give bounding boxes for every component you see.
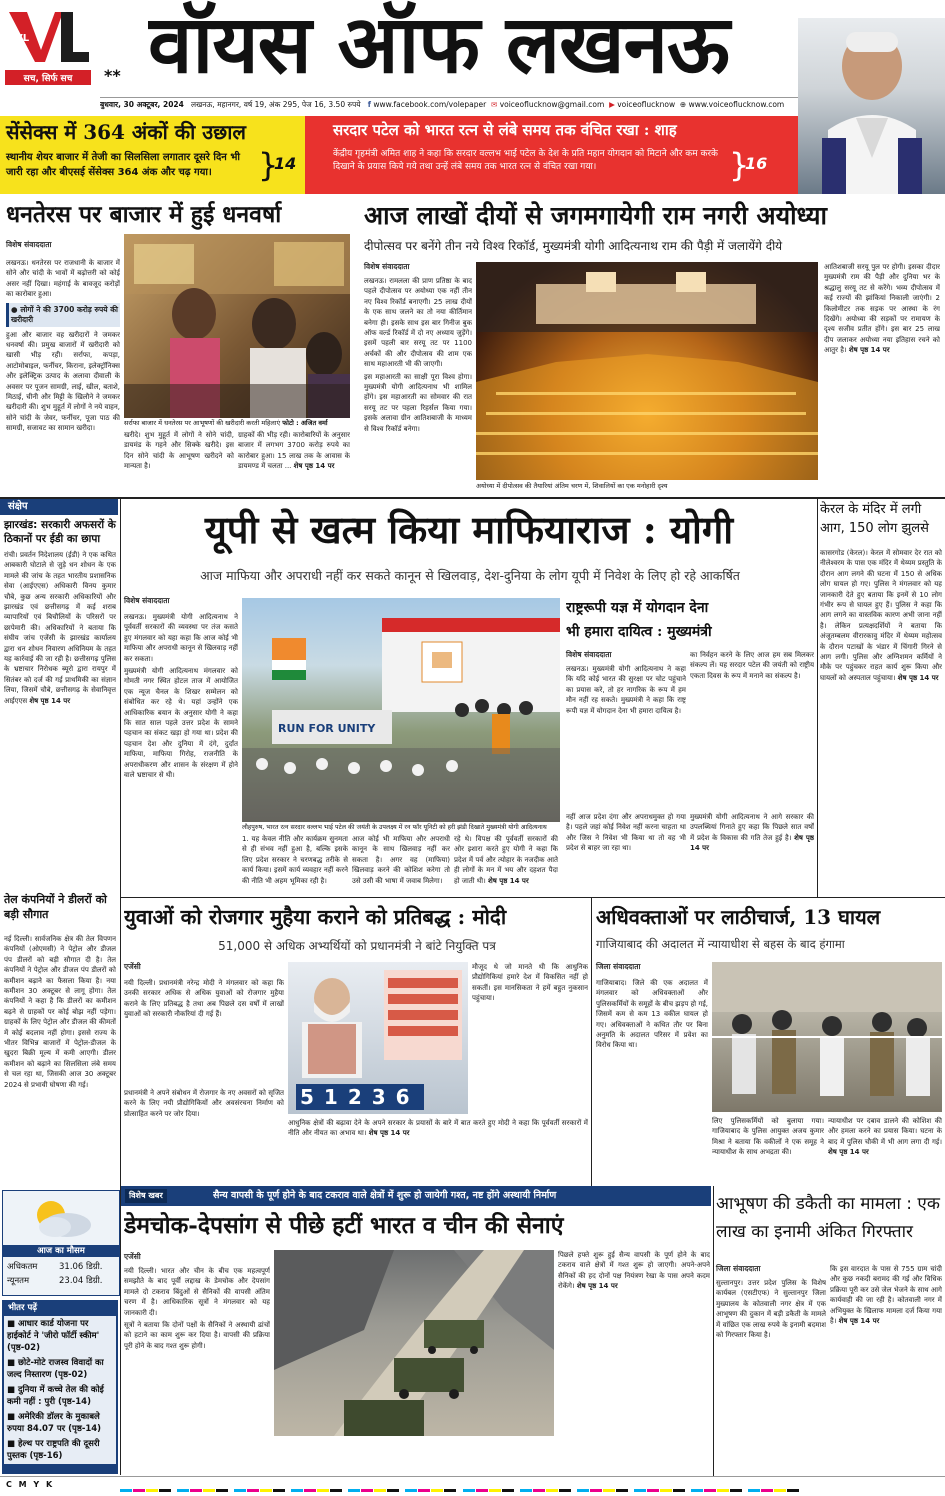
weather-label: आज का मौसम <box>3 1245 119 1257</box>
modi-number-display <box>296 1084 424 1110</box>
ayodhya-continued-link[interactable]: शेष पृष्ठ 14 पर <box>848 346 890 355</box>
weather-icon <box>25 1195 95 1245</box>
yogi-caption: लौहपुरुष, भारत रत्न सरदार वल्लभ भाई पटेल की जयंती के उपलक्ष्य में रन फॉर यूनिटी को हरी झंडी दिखाते मुख्यमंत्री योगी आदित्यनाथ <box>242 824 547 831</box>
lathicharge-col3 <box>828 1116 942 1182</box>
ayodhya-body3: आतिशबाजी सरयू पुल पर होगी। इसका दीदार मुख्यमंत्री राम की पैड़ी और दुनिया भर के श्रद्धालु सरयू तट से करेंगे। भव्य दीपोत्सव में कई राज्यों की झांकियां निकाली जाएंगी। 2 किलोमीटर तक सड़क पर आस्था के रंग दिखेंगे। अयोध्या की सड़कों पर रामायण के दृश्य सजीव प्रतीत होंगे। इस बार 25 लाख दीप जलाकर अयोध्या नया इतिहास रचने को आतुर है। <box>824 263 940 355</box>
lathicharge-continued-link[interactable]: शेष पृष्ठ 14 पर <box>828 1148 869 1157</box>
dateline: बुधवार, 30 अक्टूबर, 2024 <box>100 100 184 109</box>
square-bullet-icon: ■ <box>7 1439 16 1449</box>
square-bullet-icon: ■ <box>7 1412 16 1422</box>
inside-item-1-text: आधार कार्ड योजना पर हाईकोर्ट ने 'जीरो फॉर्टी स्कीम' (पृष्ठ-02) <box>7 1319 100 1353</box>
dhanteras-photo <box>124 234 350 418</box>
yogi-body3: 1. यह केवल नीति और कार्यक्रम सुनमता से ही संभव नहीं हुआ है, बल्कि इसके लिए प्रदेश सरकार ने चरणबद्ध तरीके से कार्य किया। इसमें कार्य व्यवहार नहीं करने की नीति भी अहम भूमिका रही है। <box>242 835 348 885</box>
sankshep-item2-body: नई दिल्ली। सार्वजनिक क्षेत्र की तेल विपणन कंपनियों (ओएमसी) ने पेट्रोल और डीजल पंप डीलरों को बड़ी सौगात दी है। तेल कंपनियों ने पेट्रोल और डीजल पंप डीलरों को कमीशन बढ़ाने का फैसला किया है। नया कमीशन 30 अक्टूबर से लागू होगा। तेल कंपनियों ने कहा है कि डीलरों का कमीशन बढ़ने से ग्राहकों पर कोई बोझ नहीं पड़ेगा। ग्राहकों के लिए पेट्रोल और डीजल की कीमतों में कोई बदलाव नहीं होगा। इससे राज्य के भीतर विभिन्न बाजारों में पेट्रोल-डीजल के खुदरा बिक्री मूल्य में कमी आएगी। डीलर कमीशन को बढ़ाने का सिलसिला लंबे समय से चल रहा था, जिसकी आज 30 अक्टूबर 2024 से प्रभावी घोषणा की गई। <box>4 935 116 1089</box>
yogi-photo-banner-text: RUN FOR UNITY <box>278 722 376 735</box>
ayodhya-col3 <box>824 262 940 494</box>
youtube-icon: ▶ <box>609 100 615 109</box>
inside-item-4-text: अमेरिकी डॉलर के मुकाबले रुपया 84.07 पर (पृष्ठ-14) <box>7 1412 102 1434</box>
ayodhya-body1: लखनऊ। रामलला की प्राण प्रतिष्ठा के बाद पहले दीपोत्सव पर अयोध्या एक नहीं तीन नए विश्व रिकॉर्ड बनाएगी। 25 लाख दीयों के एक साथ जलने का तो नया कीर्तिमान बनेगा ही। इसके साथ इस बार गिनीज बुक ऑफ वर्ल्ड रिकॉर्ड में दो नए अध्याय जुड़ेंगे। इसमें पहली बार सरयू तट पर 1100 अर्चकों की और दीपोत्सव की शाम एक साथ महाआरती भी की जाएगी। <box>364 277 472 369</box>
kerala-divider <box>817 499 818 897</box>
demchok-divider <box>713 1186 714 1476</box>
lathicharge-photo <box>712 962 942 1112</box>
lathicharge-body1: गाजियाबाद। जिले की एक अदालत में मंगलवार को अधिवक्ताओं और पुलिसकर्मियों के समूहों के बीच झड़प हो गई, जिसमें कम से कम 13 वकील घायल हो गए। अधिवक्ताओं ने कथित तौर पर बिना अनुमति के अदालत परिसर में प्रवेश का विरोध किया था। <box>596 979 708 1050</box>
dhanteras-caption-text: सर्राफा बाजार में धनतेरस पर आभूषणों की खरीदारी करती महिलाएं <box>124 419 281 427</box>
ayodhya-subhead: दीपोत्सव पर बनेंगे तीन नये विश्व रिकॉर्ड, मुख्यमंत्री योगी आदित्यनाथ राम की पैड़ी में जलायेंगे दीये <box>364 239 783 253</box>
square-bullet-icon: ■ <box>7 1385 16 1395</box>
facebook-icon: f <box>367 100 371 109</box>
inside-item-3[interactable] <box>7 1384 113 1408</box>
ayodhya-body2: इस महाआरती का साक्षी पूरा विश्व होगा। मुख्यमंत्री योगी आदित्यनाथ भी शामिल होंगे। इस महाआरती का सोमवार की रात सरयू तट पर पहला रिहर्सल किया गया। इसके अलावा ग्रीन आतिशबाजी के माध्यम से विश्व रिकॉर्ड बनेगा। <box>364 372 472 433</box>
logo-text: VL <box>15 33 30 44</box>
kerala-continued-link[interactable]: शेष पृष्ठ 14 पर <box>897 673 939 682</box>
sankshep-label: संक्षेप <box>0 499 118 515</box>
ayodhya-photo <box>476 262 818 480</box>
amit-shah-photo <box>798 18 945 194</box>
square-bullet-icon: ■ <box>7 1319 16 1329</box>
modi-col4 <box>288 1118 588 1182</box>
ayodhya-caption: अयोध्या में दीपोत्सव की तैयारियां अंतिम चरण में, शिवालियों का एक मनोहारी दृश्य <box>476 482 668 490</box>
number-display-digits: 51236 <box>296 1084 424 1110</box>
weather-max-label: अधिकतम <box>7 1262 38 1272</box>
masthead-stars: ** <box>104 66 121 85</box>
rashtra-col4 <box>690 812 814 896</box>
modi-headline: युवाओं को रोजगार मुहैया कराने को प्रतिबद्ध : मोदी <box>124 905 507 929</box>
weather-min-label: न्यूनतम <box>7 1276 30 1286</box>
demchok-continued-link[interactable]: शेष पृष्ठ 14 पर <box>576 1282 618 1291</box>
jewel-continued-link[interactable]: शेष पृष्ठ 14 पर <box>838 1317 880 1326</box>
dhanteras-headline: धनतेरस पर बाजार में हुई धनवर्षा <box>6 201 282 228</box>
demchok-headline: डेमचोक-देपसांग से पीछे हटीं भारत व चीन की सेनाएं <box>124 1212 564 1239</box>
masthead-info-bar <box>100 97 810 112</box>
weather-min-row <box>7 1275 102 1287</box>
sidebar-divider <box>120 499 121 1475</box>
dhanteras-highlight <box>6 303 120 327</box>
rashtra-byline: विशेष संवाददाता <box>566 650 612 659</box>
inside-item-5[interactable] <box>7 1438 113 1462</box>
lathicharge-subhead: गाजियाबाद की अदालत में न्यायाधीश से बहस के बाद हंगामा <box>596 937 845 951</box>
banner-right <box>305 116 798 194</box>
youtube-link[interactable]: voiceoflucknow <box>617 100 676 109</box>
ayodhya-col1 <box>364 276 472 494</box>
dhanteras-body3: खरीदे। शुभ मुहूर्त में लोगों ने सोने चांदी, डायमंड के गहने और सिक्के खरीदे। इस दिन सोने चांदी के आभूषण खरीदने को मान्यता है। <box>124 431 234 471</box>
dhanteras-photo-credit: फोटो : अजित वर्मा <box>282 419 328 427</box>
demchok-col3 <box>558 1250 710 1474</box>
demchok-col2 <box>274 1440 554 1474</box>
jewel-body1: सुल्तानपुर। उत्तर प्रदेश पुलिस के विशेष कार्यबल (एसटीएफ) ने सुल्तानपुर जिला मुख्यालय के कोतवाली नगर क्षेत्र में एक आभूषण की दुकान में बड़ी डकैती के मामले में वांछित एक लाख रुपये के इनामी बदमाश को गिरफ्तार किया है। <box>716 1279 826 1340</box>
modi-continued-link[interactable]: शेष पृष्ठ 14 पर <box>368 1129 410 1138</box>
inside-label: भीतर पढ़ें <box>8 1303 38 1313</box>
lathicharge-col2 <box>712 1116 824 1182</box>
inside-item-2-text: छोटे-मोटे राजस्व विवादों का जल्द निस्तारण (पृष्ठ-02) <box>7 1358 104 1380</box>
yogi-col4 <box>454 834 558 896</box>
rashtra-headline-line2: भी हमारा दायित्व : मुख्यमंत्री <box>566 624 712 640</box>
yogi-col1 <box>124 612 238 856</box>
rashtra-col1 <box>566 664 686 808</box>
yogi-body5: रहे थे। विपक्ष की पूर्ववर्ती सरकारों की ओर इशारा करते हुए योगी ने कहा कि प्रदेश में पर्व और त्योहार के नजदीक आते ही लोगों के मन में भय और दहशत पैदा हो जाती थी। <box>454 835 558 885</box>
sankshep-item1-headline: झारखंड: सरकारी अफसरों के ठिकानों पर ईडी का छापा <box>4 519 116 545</box>
inside-item-3-text: दुनिया में कच्चे तेल की कोई कमी नहीं : पुरी (पृष्ठ-14) <box>7 1385 104 1407</box>
modi-photo <box>288 962 468 1114</box>
dhanteras-byline: विशेष संवाददाता <box>6 240 52 249</box>
banner-right-brace: } <box>729 146 750 184</box>
ayodhya-headline: आज लाखों दीयों से जगमगायेगी राम नगरी अयोध्या <box>364 201 827 230</box>
banner-right-text: केंद्रीय गृहमंत्री अमित शाह ने कहा कि सरदार वल्लभ भाई पटेल के देश के प्रति महान योगदान को मिटाने और कम करके दिखाने के प्रयास किये गये तथा उन्हें लंबे समय तक भारत रत्न से वंचित रखा गया। <box>333 149 718 172</box>
highlight-bullet-icon: ● <box>11 304 18 314</box>
lathicharge-byline: जिला संवाददाता <box>596 962 641 971</box>
ayodhya-byline: विशेष संवाददाता <box>364 262 410 271</box>
weather-max-row <box>7 1261 102 1273</box>
banner-left-page-ref[interactable]: 14 <box>274 154 297 173</box>
rashtra-headline-line1: राष्ट्ररूपी यज्ञ में योगदान देना <box>566 600 709 616</box>
inside-item-1[interactable] <box>7 1318 113 1354</box>
globe-icon: ⊕ <box>679 100 687 109</box>
logo <box>5 6 91 84</box>
rashtra-body4: मुख्यमंत्री योगी आदित्यनाथ ने आगे सरकार की उपलब्धियां गिनाते हुए कहा कि पिछले सात वर्षों में प्रदेश के विकास की गति तेज हुई है। <box>690 813 814 842</box>
jewel-byline: जिला संवाददाता <box>716 1264 761 1273</box>
logo-tagline: सच, सिर्फ सच <box>5 70 91 85</box>
cmyk-label: C M Y K <box>6 1480 55 1489</box>
strip-label: विशेष खबर <box>125 1189 167 1203</box>
yogi-subhead: आज माफिया और अपराधी नहीं कर सकते कानून से खिलवाड़, देश-दुनिया के लोग यूपी में निवेश के लिए हो रहे आकर्षित <box>200 568 740 583</box>
dhanteras-body4: ग्राहकों की भीड़ रही। कारोबारियों के अनुसार बाजार में लगभग 3700 करोड़ रुपये का कारोबार हुआ। 15 लाख तक के आवास के डायमण्ड में चलता ... <box>238 431 350 471</box>
weather-box <box>2 1190 120 1296</box>
banner-left-text: स्थानीय शेयर बाजार में तेजी का सिलसिला लगातार दूसरे दिन भी जारी रहा और बीएसई सेंसेक्स 364 अंक और चढ़ गया। <box>6 152 240 178</box>
jewel-col2 <box>830 1264 942 1474</box>
price: 3.50 रुपये <box>328 100 361 109</box>
banner-right-page-ref[interactable]: 16 <box>745 154 768 173</box>
sankshep-item1-body-col <box>4 550 116 880</box>
sankshep-item1-body: रांची। प्रवर्तन निदेशालय (ईडी) ने एक कथित आबकारी घोटाले से जुड़े धन शोधन के एक मामले की जांच के तहत भारतीय प्रशासनिक सेवा (आईएएस) अधिकारी विनय कुमार चौबे, कुछ अन्य सरकारी अधिकारियों और झारखंड एवं छत्तीसगढ़ में कई शराब व्यापारियों एवं बिचौलियों के परिसरों पर छापेमारी की। अधिकारियों ने बताया कि संघीय जांच एजेंसी के झारखंड कार्यालय द्वारा धन शोधन निवारण अधिनियम के तहत यह कार्रवाई की जा रही है। छत्तीसगढ़ पुलिस के भ्रष्टाचार निरोधक ब्यूरो द्वारा रायपुर में सितंबर को दर्ज की गई प्राथमिकी का संज्ञान लिया, जिसमें चौबे, छत्तीसगढ़ के सेवानिवृत्त आईएएस <box>4 551 116 705</box>
masthead <box>0 0 945 116</box>
yogi-headline: यूपी से खत्म किया माफियाराज : योगी <box>204 507 734 552</box>
inside-item-2[interactable] <box>7 1357 113 1381</box>
jewel-body2: कि इस वारदात के पास से 755 ग्राम चांदी और कुछ नकदी बरामद की गई और विधिक प्रक्रिया पूरी कर उसे जेल भेजने के साथ आगे कार्यवाही की जा रही है। कोतवाली नगर में अभियुक्त के खिलाफ मामला दर्ज किया गया है। <box>830 1265 942 1326</box>
inside-item-5-text: हेल्थ पर राष्ट्रपति की दूसरी पुस्तक (पृष्ठ-16) <box>7 1439 100 1461</box>
banner-left <box>0 116 305 194</box>
rashtra-body2: का निर्वहन करने के लिए आज हम सब मिलकर संकल्प लें। यह सरदार पटेल की जयंती को राष्ट्रीय एकता दिवस के रूप में मनाने का संकल्प है। <box>690 651 814 680</box>
kerala-headline: केरल के मंदिर में लगी आग, 150 लोग झुलसे <box>820 502 929 536</box>
special-news-strip <box>121 1186 711 1206</box>
strip-text: सैन्य वापसी के पूर्ण होने के बाद टकराव वाले क्षेत्रों में शुरू हो जायेगी गश्त, नष्ट होंगे अस्थायी निर्माण <box>213 1190 557 1201</box>
rashtra-col2 <box>690 650 814 808</box>
dhanteras-caption <box>124 419 350 428</box>
weather-max-value: 31.06 डिग्री. <box>59 1262 103 1272</box>
modi-byline: एजेंसी <box>124 962 141 971</box>
modi-body2: प्रधानमंत्री ने अपने संबोधन में रोजगार के नए अवसरों को सृजित करने के लिए नयी प्रौद्योगिकियों और अवसंरचना निर्माण को प्रोत्साहित करने पर जोर दिया। <box>124 1089 284 1118</box>
dhanteras-col2 <box>124 430 234 494</box>
registration-marks <box>120 1482 940 1492</box>
jewel-col1 <box>716 1278 826 1474</box>
yogi-body4: आज कोई भी माफिया और अपराधी कानून के साथ खिलवाड़ नहीं कर सकता है। अगर वह (माफिया) खिलवाड़ करने की कोशिश करेगा तो उसे उसी की भाषा में जवाब मिलेगा। <box>352 835 450 885</box>
demchok-body3: पिछले हफ्ते शुरू हुई सैन्य वापसी के पूर्ण होने के बाद टकराव वाले क्षेत्रों में गश्त शुरू हो जाएगी। अपने-अपने सैनिकों की हद दोनों पक्ष नियंत्रण रेखा के पास अपने कदम रोकेंगे। <box>558 1251 710 1291</box>
dhanteras-continued-link[interactable]: शेष पृष्ठ 14 पर <box>293 462 335 471</box>
mail-icon: ✉ <box>491 100 498 109</box>
demchok-body1: नयी दिल्ली। भारत और चीन के बीच एक महत्वपूर्ण समझौते के बाद पूर्वी लद्दाख के डेमचोक और देपसांग मामले दो टकराव बिंदुओं से सैनिकों की वापसी अंतिम चरण में है। आधिकारिक सूत्रों ने मंगलवार को यह जानकारी दी। <box>124 1267 270 1317</box>
modi-col1 <box>124 978 284 1084</box>
website-link[interactable]: www.voiceoflucknow.com <box>688 100 785 109</box>
yogi-col2 <box>242 834 348 896</box>
dhanteras-body2: हुआ और बाजार वह खरीदारों ने जमकर धनवर्षा की। प्रमुख बाजारों में खरीदारी को खासी भीड़ रही। सर्राफा, कपड़ा, आटोमोबाइल, फर्नीचर, किराना, इलेक्ट्रॉनिक्स और इलेक्ट्रिक उत्पाद के अलावा दीवाली के अवसर पर पूजन सामग्री, लाई, खील, बताशे, मिठाई, चीनी और मिट्टी के खिलौने ने जमकर खरीदारी की। शुभ मुहूर्त में लोगों ने नये वाहन, सोने चांदी के जेवर, फर्नीचर, पूजा पाठ की सामग्री, सजावट का सामान खरीदा। <box>6 330 120 433</box>
weather-min-value: 23.04 डिग्री. <box>59 1276 103 1286</box>
vl-logo-icon <box>5 6 91 68</box>
masthead-title: वॉयस ऑफ लखनऊ <box>148 0 729 91</box>
rashtra-col3 <box>566 812 686 896</box>
modi-subhead: 51,000 से अधिक अभ्यर्थियों को प्रधानमंत्री ने बांटे नियुक्ति पत्र <box>218 939 496 953</box>
sankshep-item2-headline: तेल कंपनियों ने डीलरों को बड़ी सौगात <box>4 893 107 921</box>
inside-box <box>2 1300 118 1474</box>
email-link[interactable]: voiceoflucknow@gmail.com <box>499 100 605 109</box>
lathicharge-body3: न्यायाधीश पर दबाव डालने की कोशिश की और हमला करने का प्रयास किया। घटना के बाद में पुलिस चौकी में भी आग लगा दी गई। <box>828 1117 942 1146</box>
kerala-body: कासरगोड (केरल)। केरल में सोमवार देर रात को नीलेश्वरम के पास एक मंदिर में थेय्यम प्रस्तुति के दौरान आग लगने की घटना में 150 से अधिक लोग घायल हो गए। पुलिस ने मंगलवार को यह जानकारी देते हुए बताया कि इनमें से 10 लोग गंभीर रूप से घायल हुए हैं। पुलिस ने कहा कि आग लगने का वास्तविक कारण अभी जाना नहीं है। लेकिन प्रत्यक्षदर्शियों ने बताया कि अंजूतम्बलम वीरारकावु मंदिर में थेय्यम महोत्सव के दौरान पटाखों के भंडार में चिंगारी गिरने से आग लगी। पुलिस और अग्निशमन कर्मियों ने मौके पर पहुंचकर राहत कार्य शुरू किया और घायलों को अस्पताल पहुंचाया। <box>820 549 942 682</box>
banner-left-brace: } <box>258 146 279 184</box>
demchok-byline: एजेंसी <box>124 1252 141 1261</box>
sankshep-item1-continued[interactable]: शेष पृष्ठ 14 पर <box>29 696 71 705</box>
dhanteras-col1 <box>6 258 120 494</box>
edition-info: लखनऊ, महानगर, वर्ष 19, अंक 295, पेज 16, <box>191 100 326 109</box>
yogi-body2: मुख्यमंत्री योगी आदित्यनाथ मंगलवार को गोमती नगर स्थित होटल ताज में आयोजित एक न्यूज चैनल के शिखर सम्मेलन को संबोधित कर रहे थे। यहां उन्होंने एक आधिकारिक बयान के अनुसार योगी ने कहा कि सात साल पहले उत्तर प्रदेश के सामने पहचान का संकट खड़ा हो गया था। प्रदेश की पहचान देश और दुनिया में दंगे, दुर्दांत माफिया, माफिया गिरोह, राजनीति के अपराधीकरण और शासन के संरक्षण में होने वाले भ्रष्टाचार से थी। <box>124 667 238 780</box>
rashtra-body1: लखनऊ। मुख्यमंत्री योगी आदित्यनाथ ने कहा कि यदि कोई भारत की सुरक्षा पर चोट पहुंचाने का प्रयास करे, तो हर नागरिक के रूप में हम मौन नहीं रह सकते। मुख्यमंत्री ने कहा कि राष्ट्र रूपी यज्ञ में योगदान देना भी हमारा दायित्व है। <box>566 665 686 715</box>
modi-body1: नयी दिल्ली। प्रधानमंत्री नरेन्द्र मोदी ने मंगलवार को कहा कि उनकी सरकार अधिक से अधिक युवाओं को रोजगार मुहैया कराने के लिए प्रतिबद्ध है तथा अब पिछले दस वर्षों में लाखों युवाओं को सरकारी नौकरियां दी गई हैं। <box>124 979 284 1019</box>
lathicharge-body2: लिए पुलिसकर्मियों को बुलाया गया। गाजियाबाद के पुलिस आयुक्त अजय कुमार मिश्रा ने बताया कि वकीलों ने एक समूह ने न्यायाधीश के साथ अभद्रता की। <box>712 1117 824 1157</box>
yogi-col3 <box>352 834 450 896</box>
banner-left-headline: सेंसेक्स में 364 अंकों की उछाल <box>6 120 246 144</box>
modi-body4: आधुनिक क्षेत्रों की बढ़ावा देने के अपने सरकार के प्रयासों के बारे में बात करते हुए मोदी ने कहा कि पूर्ववर्ती सरकारों में नीति और नीयत का अभाव था। <box>288 1119 588 1138</box>
lathicharge-col1 <box>596 978 708 1182</box>
facebook-link[interactable]: www.facebook.com/volepaper <box>373 100 487 109</box>
lathicharge-headline: अधिवक्ताओं पर लाठीचार्ज, 13 घायल <box>596 905 881 929</box>
demchok-photo <box>274 1250 554 1436</box>
kerala-col <box>820 548 942 894</box>
modi-col3 <box>472 962 588 1114</box>
sankshep-item2-body-col <box>4 934 116 1186</box>
yogi-continued-link[interactable]: शेष पृष्ठ 14 पर <box>487 876 529 885</box>
square-bullet-icon: ■ <box>7 1358 16 1368</box>
jewel-headline: आभूषण की डकैती का मामला : एक लाख का इनामी अंकित गिरफ्तार <box>716 1194 940 1242</box>
rashtra-continued-link[interactable]: शेष पृष्ठ 14 पर <box>690 833 814 853</box>
rashtra-body3: नहीं आज प्रदेश दंगा और अपराधमुक्त हो गया है। पहले जहां कोई निवेश नहीं करना चाहता था और जिस ने निवेश भी किया था तो वह भी प्रदेश से बाहर जा रहा था। <box>566 813 686 853</box>
demchok-body2: सूत्रों ने बताया कि दोनों पक्षों के सैनिकों ने अस्थायी ढांचों को हटाने का काम शुरू कर दिया है। वापसी की प्रक्रिया पूरी होने के बाद गश्त शुरू होगी। <box>124 1321 270 1350</box>
yogi-body1: लखनऊ। मुख्यमंत्री योगी आदित्यनाथ ने पूर्ववर्ती सरकारों की व्यवस्था पर तंज कसते हुए मंगलवार को यहा कहा कि आज कोई भी माफिया और अपराधी कानून से खिलवाड़ नहीं कर सकता। <box>124 613 238 663</box>
footer-bar <box>0 1476 945 1496</box>
demchok-col1 <box>124 1266 270 1474</box>
modi-divider <box>591 898 592 1186</box>
modi-col2 <box>124 1088 284 1182</box>
dhanteras-highlight-text: लोगों ने की 3700 करोड़ रुपये की खरीदारी <box>11 304 118 324</box>
banner-right-headline: सरदार पटेल को भारत रत्न से लंबे समय तक वंचित रखा : शाह <box>333 121 677 139</box>
modi-body3: मौजूद थे जो मानते थी कि आधुनिक प्रौद्योगिकियां हमारे देश में विकसित नहीं हो सकतीं। इस मानसिकता ने हमें बहुत नुकसान पहुंचाया। <box>472 963 588 1003</box>
dhanteras-col3 <box>238 430 350 494</box>
dhanteras-body1: लखनऊ। धनतेरस पर राजधानी के बाजार में सोने और चांदी के भावों में बढ़ोत्तरी को कोई असर नहीं दिखा। महंगाई के बावजूद करोड़ों का कारोबार हुआ। <box>6 259 120 299</box>
yogi-byline: विशेष संवाददाता <box>124 596 170 605</box>
yogi-photo <box>242 598 560 822</box>
inside-item-4[interactable] <box>7 1411 113 1435</box>
